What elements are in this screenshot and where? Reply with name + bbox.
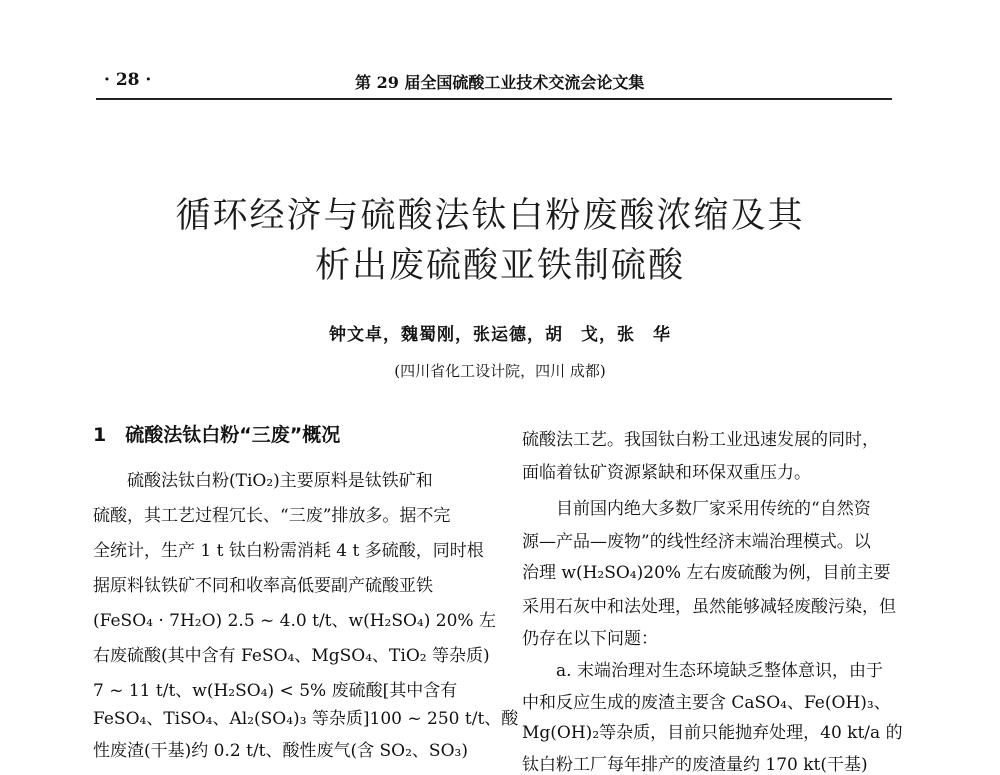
left-line: 7 ~ 11 t/t、w(H₂SO₄) < 5% 废硫酸[其中含有: [93, 681, 458, 701]
right-line: 中和反应生成的废渣主要含 CaSO₄、Fe(OH)₃、: [522, 693, 891, 713]
right-line: 采用石灰中和法处理，虽然能够减轻废酸污染，但: [522, 597, 896, 617]
left-line: 据原料钛铁矿不同和收率高低要副产硫酸亚铁: [93, 576, 433, 596]
right-line: 治理 w(H₂SO₄)20% 左右废硫酸为例，目前主要: [522, 563, 891, 583]
journal-title: 第 29 届全国硫酸工业技术交流会论文集: [355, 73, 645, 92]
right-line: a. 末端治理对生态环境缺乏整体意识，由于: [522, 661, 883, 681]
left-line: 右废硫酸(其中含有 FeSO₄、MgSO₄、TiO₂ 等杂质): [93, 646, 490, 666]
left-line: 硫酸法钛白粉(TiO₂)主要原料是钛铁矿和: [93, 471, 433, 491]
author-list: 钟文卓，魏蜀刚，张运德，胡 戈，张 华: [329, 325, 671, 345]
page-number: · 28 ·: [104, 70, 152, 90]
affiliation: (四川省化工设计院，四川 成都): [394, 362, 606, 380]
right-line: 硫酸法工艺。我国钛白粉工业迅速发展的同时，: [522, 430, 879, 450]
header-divider: [96, 98, 892, 100]
left-line: 全统计，生产 1 t 钛白粉需消耗 4 t 多硫酸，同时根: [93, 541, 484, 561]
paper-title-line-1: 循环经济与硫酸法钛白粉废酸浓缩及其: [175, 196, 805, 236]
right-line: 钛白粉工厂每年排产的废渣量约 170 kt(干基): [522, 755, 868, 775]
left-line: 性废渣(干基)约 0.2 t/t、酸性废气(含 SO₂、SO₃): [93, 741, 468, 761]
right-line: Mg(OH)₂等杂质，目前只能抛弃处理，40 kt/a 的: [522, 723, 903, 743]
right-line: 源—产品—废物”的线性经济末端治理模式。以: [522, 532, 871, 552]
right-line: 目前国内绝大多数厂家采用传统的“自然资: [522, 499, 871, 519]
left-line: (FeSO₄ · 7H₂O) 2.5 ~ 4.0 t/t、w(H₂SO₄) 20% 左: [93, 611, 496, 631]
right-line: 面临着钛矿资源紧缺和环保双重压力。: [522, 463, 811, 483]
paper-title-line-2: 析出废硫酸亚铁制硫酸: [314, 246, 685, 286]
right-line: 仍存在以下问题：: [522, 629, 658, 649]
left-line: 硫酸，其工艺过程冗长、“三废”排放多。据不完: [93, 506, 451, 526]
section-heading: 1 硫酸法钛白粉“三废”概况: [93, 424, 341, 446]
left-line: FeSO₄、TiSO₄、Al₂(SO₄)₃ 等杂质]100 ~ 250 t/t、酸: [93, 709, 519, 729]
